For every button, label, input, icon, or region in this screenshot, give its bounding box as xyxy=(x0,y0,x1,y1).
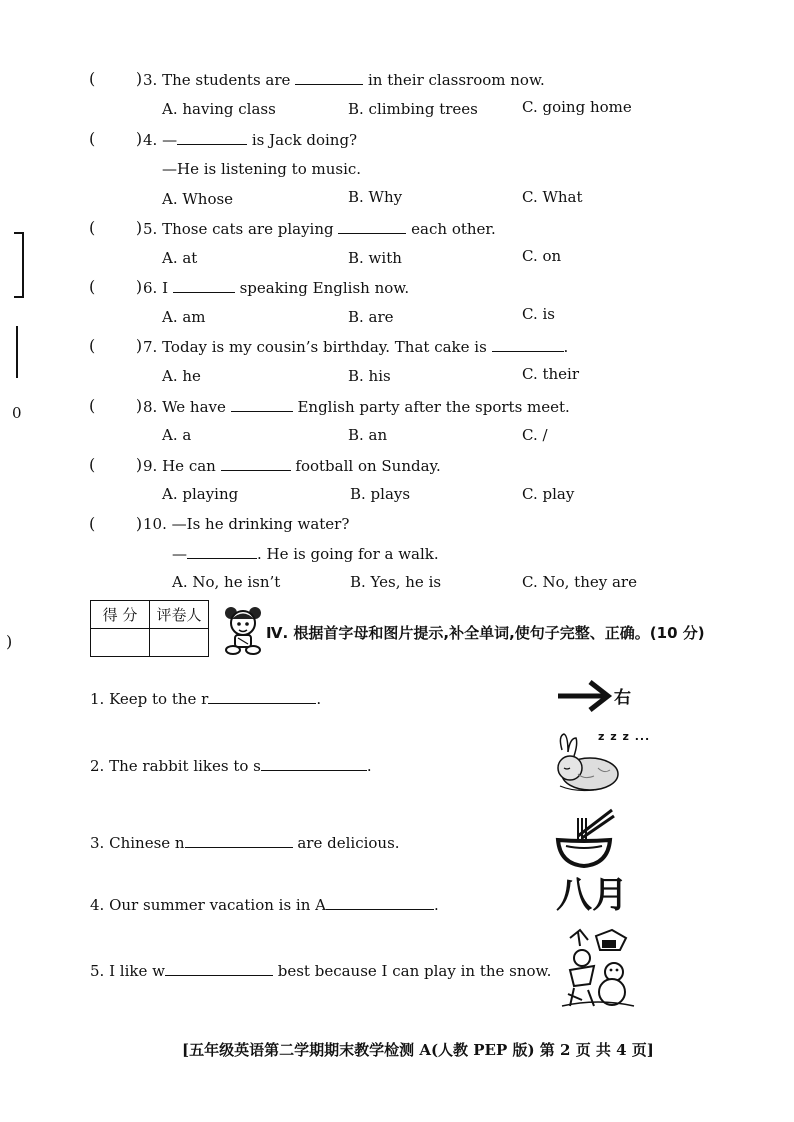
right-arrow-icon xyxy=(556,678,616,714)
option-c[interactable]: C. on xyxy=(522,247,562,265)
grader-cell[interactable] xyxy=(150,629,209,657)
answer-paren[interactable]: ( ) xyxy=(89,69,143,88)
option-b[interactable]: B. climbing trees xyxy=(348,100,478,118)
answer-paren[interactable]: ( ) xyxy=(89,129,143,148)
cartoon-girl-icon xyxy=(222,604,264,656)
question-6: 6. I speaking English now. xyxy=(143,279,410,297)
fill-question-5: 5. I like w best because I can play in the snow. xyxy=(90,962,552,980)
blank[interactable] xyxy=(187,544,257,559)
option-b[interactable]: B. plays xyxy=(350,485,411,503)
question-3: 3. The students are in their classroom now. xyxy=(143,71,545,89)
binding-line-tick-top xyxy=(14,232,23,234)
option-b[interactable]: B. with xyxy=(348,249,402,267)
question-7: 7. Today is my cousin’s birthday. That cake is . xyxy=(143,338,569,356)
blank[interactable] xyxy=(173,278,235,293)
answer-paren[interactable]: ( ) xyxy=(89,218,143,237)
blank[interactable] xyxy=(177,130,247,145)
winter-snowman-icon xyxy=(560,928,636,1008)
fill-question-4: 4. Our summer vacation is in A . xyxy=(90,896,439,914)
option-c[interactable]: C. No, they are xyxy=(522,573,637,591)
question-9: 9. He can football on Sunday. xyxy=(143,457,441,475)
hint-august-chars: 八月 xyxy=(556,875,629,916)
question-5: 5. Those cats are playing each other. xyxy=(143,220,496,238)
blank[interactable] xyxy=(295,70,363,85)
option-b[interactable]: B. Why xyxy=(348,188,403,206)
noodle-bowl-icon xyxy=(552,806,616,870)
option-a[interactable]: A. having class xyxy=(162,100,276,118)
option-a[interactable]: A. No, he isn’t xyxy=(172,573,281,591)
option-a[interactable]: A. am xyxy=(162,308,206,326)
score-label: 得 分 xyxy=(91,601,150,629)
binding-line-bracket xyxy=(22,232,24,298)
option-c[interactable]: C. is xyxy=(522,305,555,323)
margin-paren: ) xyxy=(6,632,13,651)
option-b[interactable]: B. Yes, he is xyxy=(350,573,442,591)
option-a[interactable]: A. Whose xyxy=(162,190,234,208)
option-c[interactable]: C. What xyxy=(522,188,583,206)
fill-question-1: 1. Keep to the r . xyxy=(90,690,322,708)
binding-line-tick-bottom xyxy=(14,296,23,298)
blank[interactable] xyxy=(208,689,316,704)
score-cell[interactable] xyxy=(91,629,150,657)
answer-paren[interactable]: ( ) xyxy=(89,455,143,474)
grader-label: 评卷人 xyxy=(150,601,209,629)
fill-question-3: 3. Chinese n are delicious. xyxy=(90,834,400,852)
option-a[interactable]: A. a xyxy=(162,426,192,444)
fill-question-2: 2. The rabbit likes to s . xyxy=(90,757,372,775)
blank[interactable] xyxy=(326,895,434,910)
question-4-line2: —He is listening to music. xyxy=(162,160,362,178)
option-b[interactable]: B. an xyxy=(348,426,388,444)
option-a[interactable]: A. he xyxy=(162,367,201,385)
option-c[interactable]: C. going home xyxy=(522,98,632,116)
answer-paren[interactable]: ( ) xyxy=(89,514,143,533)
answer-paren[interactable]: ( ) xyxy=(89,277,143,296)
blank[interactable] xyxy=(221,456,291,471)
page-footer: [五年级英语第二学期期末教学检测 A(人教 PEP 版) 第 2 页 共 4 页] xyxy=(182,1041,654,1059)
option-a[interactable]: A. playing xyxy=(162,485,239,503)
section-4-title: Ⅳ. 根据首字母和图片提示,补全单词,使句子完整、正确。(10 分) xyxy=(266,624,705,642)
answer-paren[interactable]: ( ) xyxy=(89,396,143,415)
answer-paren[interactable]: ( ) xyxy=(89,336,143,355)
blank[interactable] xyxy=(165,961,273,976)
blank[interactable] xyxy=(338,219,406,234)
hint-right-char: 右 xyxy=(614,688,631,708)
question-8: 8. We have English party after the sports meet. xyxy=(143,398,570,416)
score-table xyxy=(90,600,209,657)
blank[interactable] xyxy=(185,833,293,848)
question-10-line2: — . He is going for a walk. xyxy=(172,545,439,563)
blank[interactable] xyxy=(261,756,367,771)
option-b[interactable]: B. are xyxy=(348,308,394,326)
option-b[interactable]: B. his xyxy=(348,367,391,385)
option-c[interactable]: C. play xyxy=(522,485,575,503)
blank[interactable] xyxy=(231,397,293,412)
blank[interactable] xyxy=(492,337,564,352)
hint-zzz: z z z ... xyxy=(598,730,651,743)
margin-zero: 0 xyxy=(12,404,22,422)
question-4: 4. — is Jack doing? xyxy=(143,131,358,149)
option-c[interactable]: C. / xyxy=(522,426,548,444)
binding-line-dashed xyxy=(16,326,18,378)
question-10: 10. —Is he drinking water? xyxy=(143,515,350,533)
option-c[interactable]: C. their xyxy=(522,365,580,383)
option-a[interactable]: A. at xyxy=(162,249,198,267)
